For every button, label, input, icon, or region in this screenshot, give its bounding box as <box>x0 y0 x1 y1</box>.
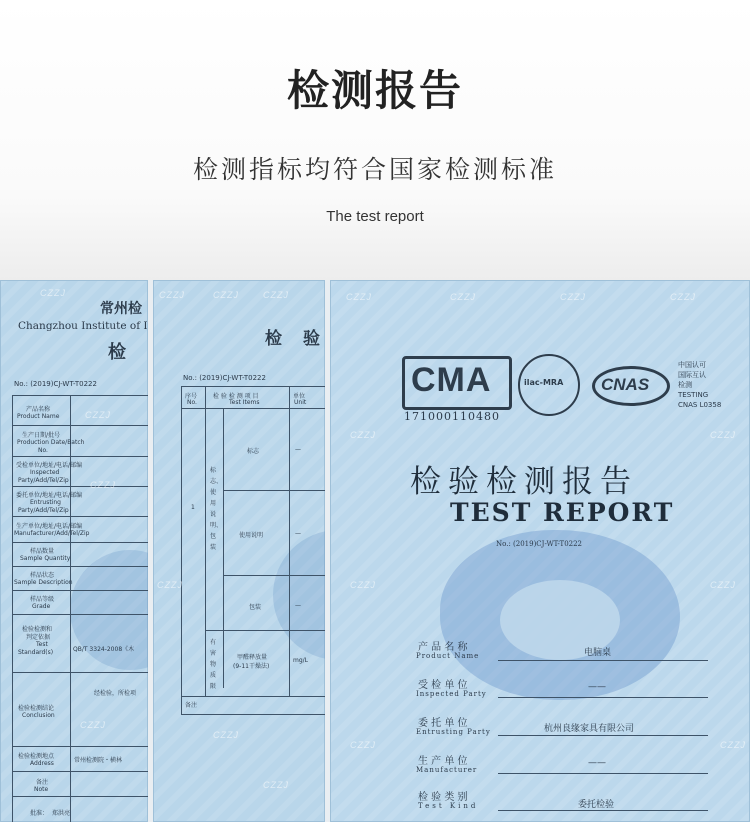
field-label: 判定依据 <box>26 634 51 641</box>
cnas-note-line: CNAS L0358 <box>678 401 722 409</box>
field-value: QB/T 3324-2008《木 <box>73 646 135 653</box>
page-subtitle: 检测指标均符合国家检测标准 <box>192 155 557 184</box>
field-label: 产 品 名 称 <box>418 642 468 653</box>
watermark-text: CZZJ <box>346 292 372 302</box>
watermark-text: CZZJ <box>85 410 111 420</box>
product-name-value: 电脑桌 <box>584 648 612 658</box>
field-label-en: Production Date/Batch <box>17 439 85 446</box>
field-label-en: Test Kind <box>418 802 479 810</box>
inspected-party-value: —— <box>588 682 606 692</box>
field-label-en: Address <box>30 760 54 767</box>
field-label: 生产日期/批号 <box>22 432 61 439</box>
field-label: 受 检 单 位 <box>418 680 468 691</box>
row-number: 1 <box>191 504 195 511</box>
cnas-accreditation-note <box>678 360 721 410</box>
report-heading: 验 <box>303 329 320 349</box>
report-number: No.: (2019)CJ-WT-T0222 <box>496 540 583 548</box>
test-item: (9-11干燥法) <box>233 663 270 670</box>
watermark-text: CZZJ <box>90 480 116 490</box>
watermark-text: CZZJ <box>710 580 736 590</box>
field-label: 生产单位/地址/电话/邮编 <box>16 523 83 530</box>
field-label: 检 验 类 别 <box>418 792 468 803</box>
cma-logo-text: CMA <box>411 361 492 399</box>
report-title-en: TEST REPORT <box>450 498 675 527</box>
field-label: 受检单位/地址/电话/邮编 <box>16 462 83 469</box>
field-value: 经检验，所检项 <box>94 690 137 697</box>
watermark-text: CZZJ <box>213 290 239 300</box>
report-title-cn: 检验检测报告 <box>410 464 638 500</box>
watermark-text: CZZJ <box>213 730 239 740</box>
report-number: No.: (2019)CJ-WT-T0222 <box>14 380 97 388</box>
watermark-text: CZZJ <box>263 780 289 790</box>
field-label-en: Sample Description <box>14 579 73 586</box>
report-number: No.: (2019)CJ-WT-T0222 <box>183 374 266 382</box>
cma-logo <box>402 356 512 410</box>
report-page-1 <box>0 280 148 822</box>
cnas-logo-text: CNAS <box>601 375 650 394</box>
field-label-en: Entrusting Party <box>416 728 491 736</box>
watermark-text: CZZJ <box>560 292 586 302</box>
field-label: 检验检测结论 <box>18 705 55 712</box>
watermark-emblem <box>273 530 325 660</box>
watermark-text: CZZJ <box>40 288 66 298</box>
ilac-mra-text: ilac-MRA <box>524 378 564 387</box>
field-label-en: Grade <box>32 603 51 610</box>
column-header: 单位 <box>293 393 306 400</box>
field-value: 常州检测院・横林 <box>74 757 123 764</box>
remark-label: 备注 <box>185 702 198 709</box>
watermark-text: CZZJ <box>80 720 106 730</box>
watermark-text: CZZJ <box>350 740 376 750</box>
ilac-mra-logo <box>518 354 580 416</box>
report-heading: 检 <box>108 342 126 363</box>
field-label: 委托单位/地址/电话/邮编 <box>16 492 83 499</box>
entrusting-party-value: 杭州良缘家具有限公司 <box>544 724 635 734</box>
field-label: 检验检测和 <box>22 626 53 633</box>
watermark-text: CZZJ <box>450 292 476 302</box>
field-label: 样品数量 <box>30 548 55 555</box>
watermark-text: CZZJ <box>720 740 746 750</box>
column-header-en: No. <box>187 399 197 406</box>
page-header <box>0 0 750 280</box>
field-label-en: Manufacturer/Add/Tel/Zip <box>14 530 90 537</box>
field-label: 检验检测地点 <box>18 753 55 760</box>
field-label: 生 产 单 位 <box>418 756 468 767</box>
field-label: 产品名称 <box>26 406 51 413</box>
test-kind-value: 委托检验 <box>578 800 615 810</box>
field-label-en: Note <box>34 786 49 793</box>
field-label-en: Inspected <box>30 469 60 476</box>
item-group: 有害物质限 <box>210 639 217 690</box>
column-header-en: Test Items <box>229 399 260 406</box>
field-label: 样品状态 <box>30 572 55 579</box>
column-header: 检 验 检 测 项 目 <box>213 393 259 400</box>
field-label: 备注 <box>36 779 49 786</box>
unit-value: mg/L <box>293 657 309 664</box>
cnas-logo <box>592 366 670 406</box>
watermark-text: CZZJ <box>350 430 376 440</box>
field-label-en: Entrusting <box>30 499 61 506</box>
field-label-en: Party/Add/Tel/Zip <box>18 507 69 514</box>
field-label-en: Standard(s) <box>18 649 54 656</box>
watermark-text: CZZJ <box>710 430 736 440</box>
field-label-en: Party/Add/Tel/Zip <box>18 477 69 484</box>
item-group: 标志、使用说明、包装 <box>210 467 223 551</box>
field-label-en: Product Name <box>17 413 60 420</box>
watermark-text: CZZJ <box>350 580 376 590</box>
field-label-en: Manufacturer <box>416 766 478 774</box>
cnas-note-line: 中国认可 <box>678 361 706 369</box>
unit-value: — <box>295 602 301 609</box>
test-item: 标志 <box>247 448 260 455</box>
watermark-text: CZZJ <box>670 292 696 302</box>
report-cover-page <box>330 280 750 822</box>
field-label: 样品等级 <box>30 596 55 603</box>
unit-value: — <box>295 446 301 453</box>
field-label-en: No. <box>38 447 48 454</box>
cma-number: 171000110480 <box>404 410 500 423</box>
field-label-en: Inspected Party <box>416 690 487 698</box>
test-item: 使用说明 <box>239 532 264 539</box>
field-label-en: Sample Quantity <box>20 555 71 562</box>
approver-label: 批准： <box>30 810 49 817</box>
watermark-text: CZZJ <box>263 290 289 300</box>
unit-value: — <box>295 530 301 537</box>
manufacturer-value: —— <box>588 758 606 768</box>
field-label-en: Test <box>36 641 48 648</box>
field-label-en: Product Name <box>416 652 480 660</box>
column-header: 序号 <box>185 393 198 400</box>
report-heading: 检 <box>265 329 282 349</box>
watermark-text: CZZJ <box>157 580 183 590</box>
page-title: 检测报告 <box>286 66 463 115</box>
watermark-text: CZZJ <box>159 290 185 300</box>
cnas-note-line: 国际互认 <box>678 371 706 379</box>
report-page-2 <box>153 280 325 822</box>
column-header-en: Unit <box>294 399 307 406</box>
test-item: 包装 <box>249 604 262 611</box>
cnas-note-line: TESTING <box>678 391 709 399</box>
page-subtitle-english: The test report <box>326 208 424 225</box>
field-label-en: Conclusion <box>22 712 55 719</box>
field-label: 委 托 单 位 <box>418 718 468 729</box>
cnas-note-line: 检测 <box>678 381 692 389</box>
org-name-en: Changzhou Institute of I <box>18 320 148 332</box>
test-item: 甲醛释放量 <box>237 654 268 661</box>
org-name-cn: 常州检 <box>100 301 142 317</box>
approver-name: 郑洪亮 <box>52 810 71 817</box>
